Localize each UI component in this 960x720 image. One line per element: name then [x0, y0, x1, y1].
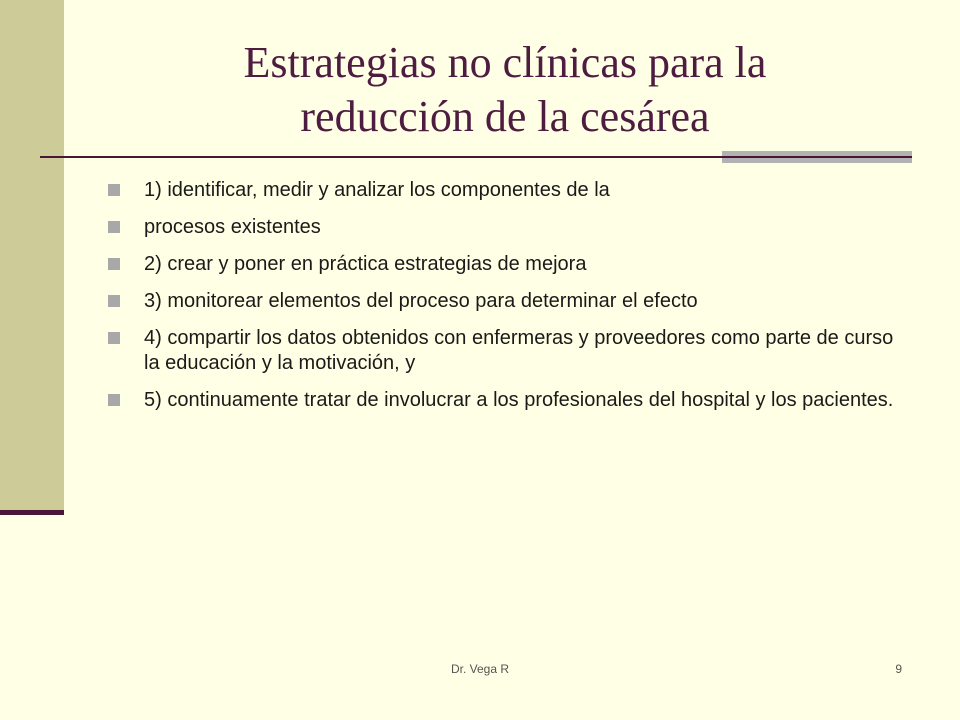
square-bullet-icon — [108, 295, 120, 307]
bullet-text: 3) monitorear elementos del proceso para determinar el efecto — [144, 290, 698, 312]
footer-author: Dr. Vega R — [450, 662, 510, 676]
slide-title-line-1: Estrategias no clínicas para la — [243, 38, 767, 87]
left-bar-accent-line — [0, 510, 64, 515]
bullet-list — [108, 178, 908, 425]
square-bullet-icon — [108, 332, 120, 344]
square-bullet-icon — [108, 221, 120, 233]
square-bullet-icon — [108, 258, 120, 270]
bullet-text: 2) crear y poner en práctica estrategias de mejora — [144, 253, 587, 275]
bullet-text: 5) continuamente tratar de involucrar a los profesionales del hospital y los pacientes. — [144, 389, 894, 411]
bullet-item — [108, 289, 908, 314]
slide-title — [110, 36, 900, 144]
bullet-item — [108, 215, 908, 240]
bullet-item — [108, 252, 908, 277]
square-bullet-icon — [108, 394, 120, 406]
bullet-item — [108, 388, 908, 413]
title-underline-accent-line — [722, 156, 912, 158]
bullet-text: procesos existentes — [144, 216, 321, 238]
slide-title-line-2: reducción de la cesárea — [300, 92, 710, 141]
page-number: 9 — [895, 662, 902, 676]
bullet-text: 1) identificar, medir y analizar los componentes de la — [144, 179, 610, 201]
bullet-text: 4) compartir los datos obtenidos con enfermeras y proveedores como parte de curso la educación y la motivación, y — [144, 327, 894, 374]
bullet-item — [108, 326, 908, 376]
left-decorative-bar — [0, 0, 64, 512]
square-bullet-icon — [108, 184, 120, 196]
bullet-item — [108, 178, 908, 203]
